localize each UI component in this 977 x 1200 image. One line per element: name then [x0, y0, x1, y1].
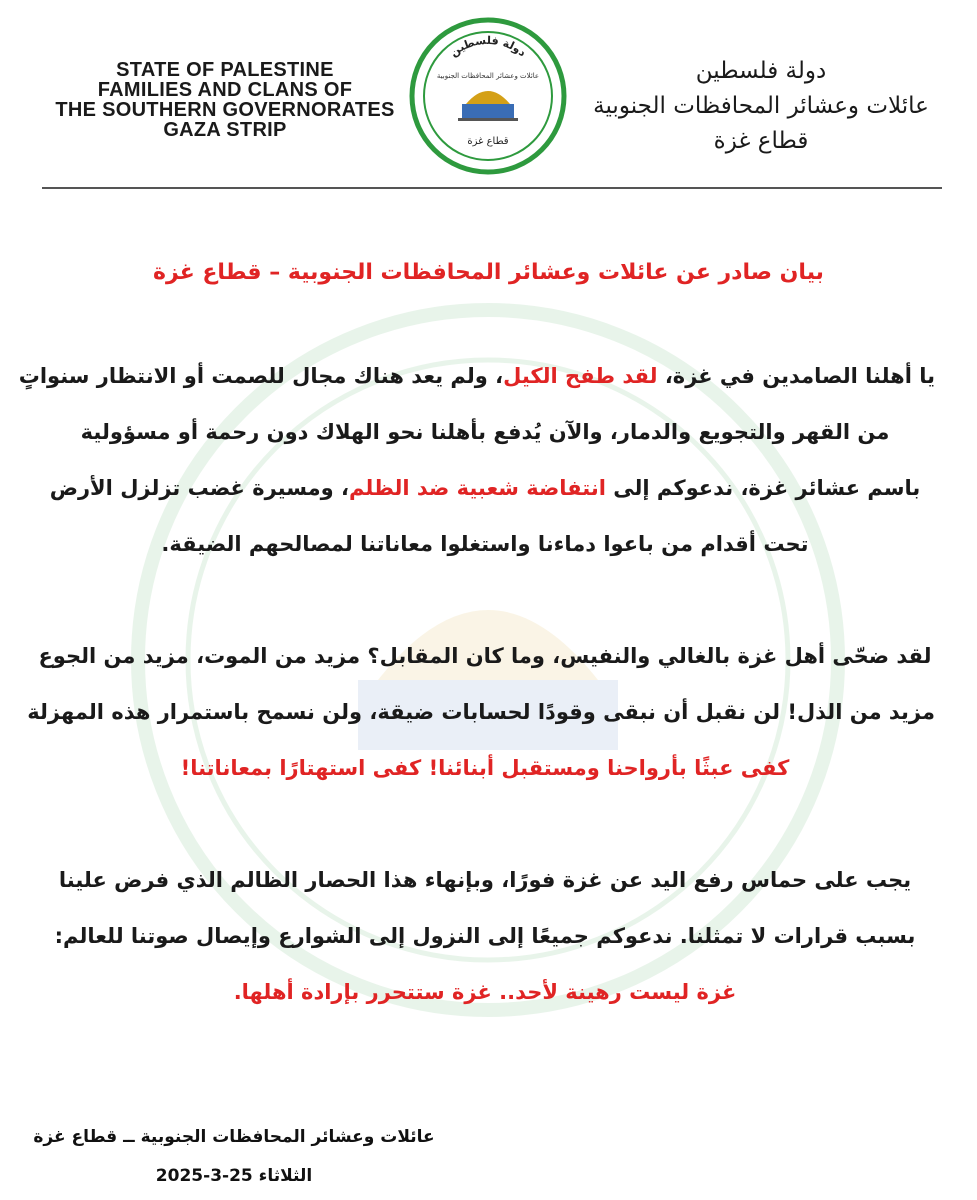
header-en-line-1: STATE OF PALESTINE: [116, 59, 334, 81]
footer-signature: عائلات وعشائر المحافظات الجنوبية ــ قطاع غزة: [33, 1127, 435, 1147]
statement-title: بيان صادر عن عائلات وعشائر المحافظات الجنوبية – قطاع غزة: [153, 260, 824, 285]
organization-logo: [408, 16, 568, 176]
header-ar-line-1: دولة فلسطين: [695, 58, 827, 84]
logo-top-text: دولة فلسطين: [447, 33, 529, 60]
paragraph-3-line-1: يجب على حماس رفع اليد عن غزة فورًا، وبإنهاء هذا الحصار الظالم الذي فرض علينا: [58, 868, 912, 892]
paragraph-2-line-2: مزيد من الذل! لن نقبل أن نبقى وقودًا لحسابات ضيقة، ولن نسمح باستمرار هذه المهزلة: [27, 700, 935, 724]
header-en-line-4: GAZA STRIP: [163, 119, 287, 141]
header-en-line-2: FAMILIES AND CLANS OF: [97, 79, 353, 101]
p1-l3-highlight: انتفاضة شعبية ضد الظلم: [348, 476, 606, 500]
paragraph-1-line-1: [18, 348, 935, 404]
paragraph-1-line-2: من القهر والتجويع والدمار، والآن يُدفع بأهلنا نحو الهلاك دون رحمة أو مسؤولية: [80, 420, 890, 444]
paragraph-1-line-3: [35, 460, 935, 516]
header-ar-line-2: عائلات وعشائر المحافظات الجنوبية: [593, 93, 929, 119]
p1-l3-text-b: ، ومسيرة غضب تزلزل الأرض: [49, 476, 349, 500]
header-arabic: [581, 54, 941, 159]
logo-arc-text: عائلات وعشائر المحافظات الجنوبية: [436, 72, 540, 80]
p1-l1-text-b: ، ولم يعد هناك مجال للصمت أو الانتظار سنواتٍ: [18, 364, 504, 388]
paragraph-1-line-4: تحت أقدام من باعوا دماءنا واستغلوا معاناتنا لمصالحهم الضيقة.: [161, 532, 809, 556]
header-en-line-3: THE SOUTHERN GOVERNORATES: [55, 99, 395, 121]
header-english: [40, 60, 410, 140]
paragraph-2-line-3: كفى عبثًا بأرواحنا ومستقبل أبنائنا! كفى استهتارًا بمعاناتنا!: [180, 756, 790, 780]
paragraph-3: [35, 852, 935, 1020]
paragraph-2: [27, 628, 935, 796]
paragraph-3-line-3: غزة ليست رهينة لأحد.. غزة ستتحرر بإرادة أهلها.: [233, 980, 737, 1004]
logo-bottom-text: قطاع غزة: [467, 136, 509, 147]
footer-date: الثلاثاء 25-3-2025: [155, 1166, 313, 1186]
paragraph-3-line-2: بسبب قرارات لا تمثلنا. ندعوكم جميعًا إلى النزول إلى الشوارع وإيصال صوتنا للعالم:: [54, 924, 916, 948]
paragraph-1: [18, 348, 935, 572]
p1-l1-highlight: لقد طفح الكيل: [503, 364, 658, 388]
p1-l1-text-a: يا أهلنا الصامدين في غزة،: [657, 364, 935, 388]
header-ar-line-3: قطاع غزة: [713, 128, 809, 154]
header-divider: [42, 187, 942, 189]
p1-l3-text-a: باسم عشائر غزة، ندعوكم إلى: [605, 476, 921, 500]
paragraph-2-line-1: لقد ضحّى أهل غزة بالغالي والنفيس، وما كان المقابل؟ مزيد من الموت، مزيد من الجوع: [38, 644, 932, 668]
